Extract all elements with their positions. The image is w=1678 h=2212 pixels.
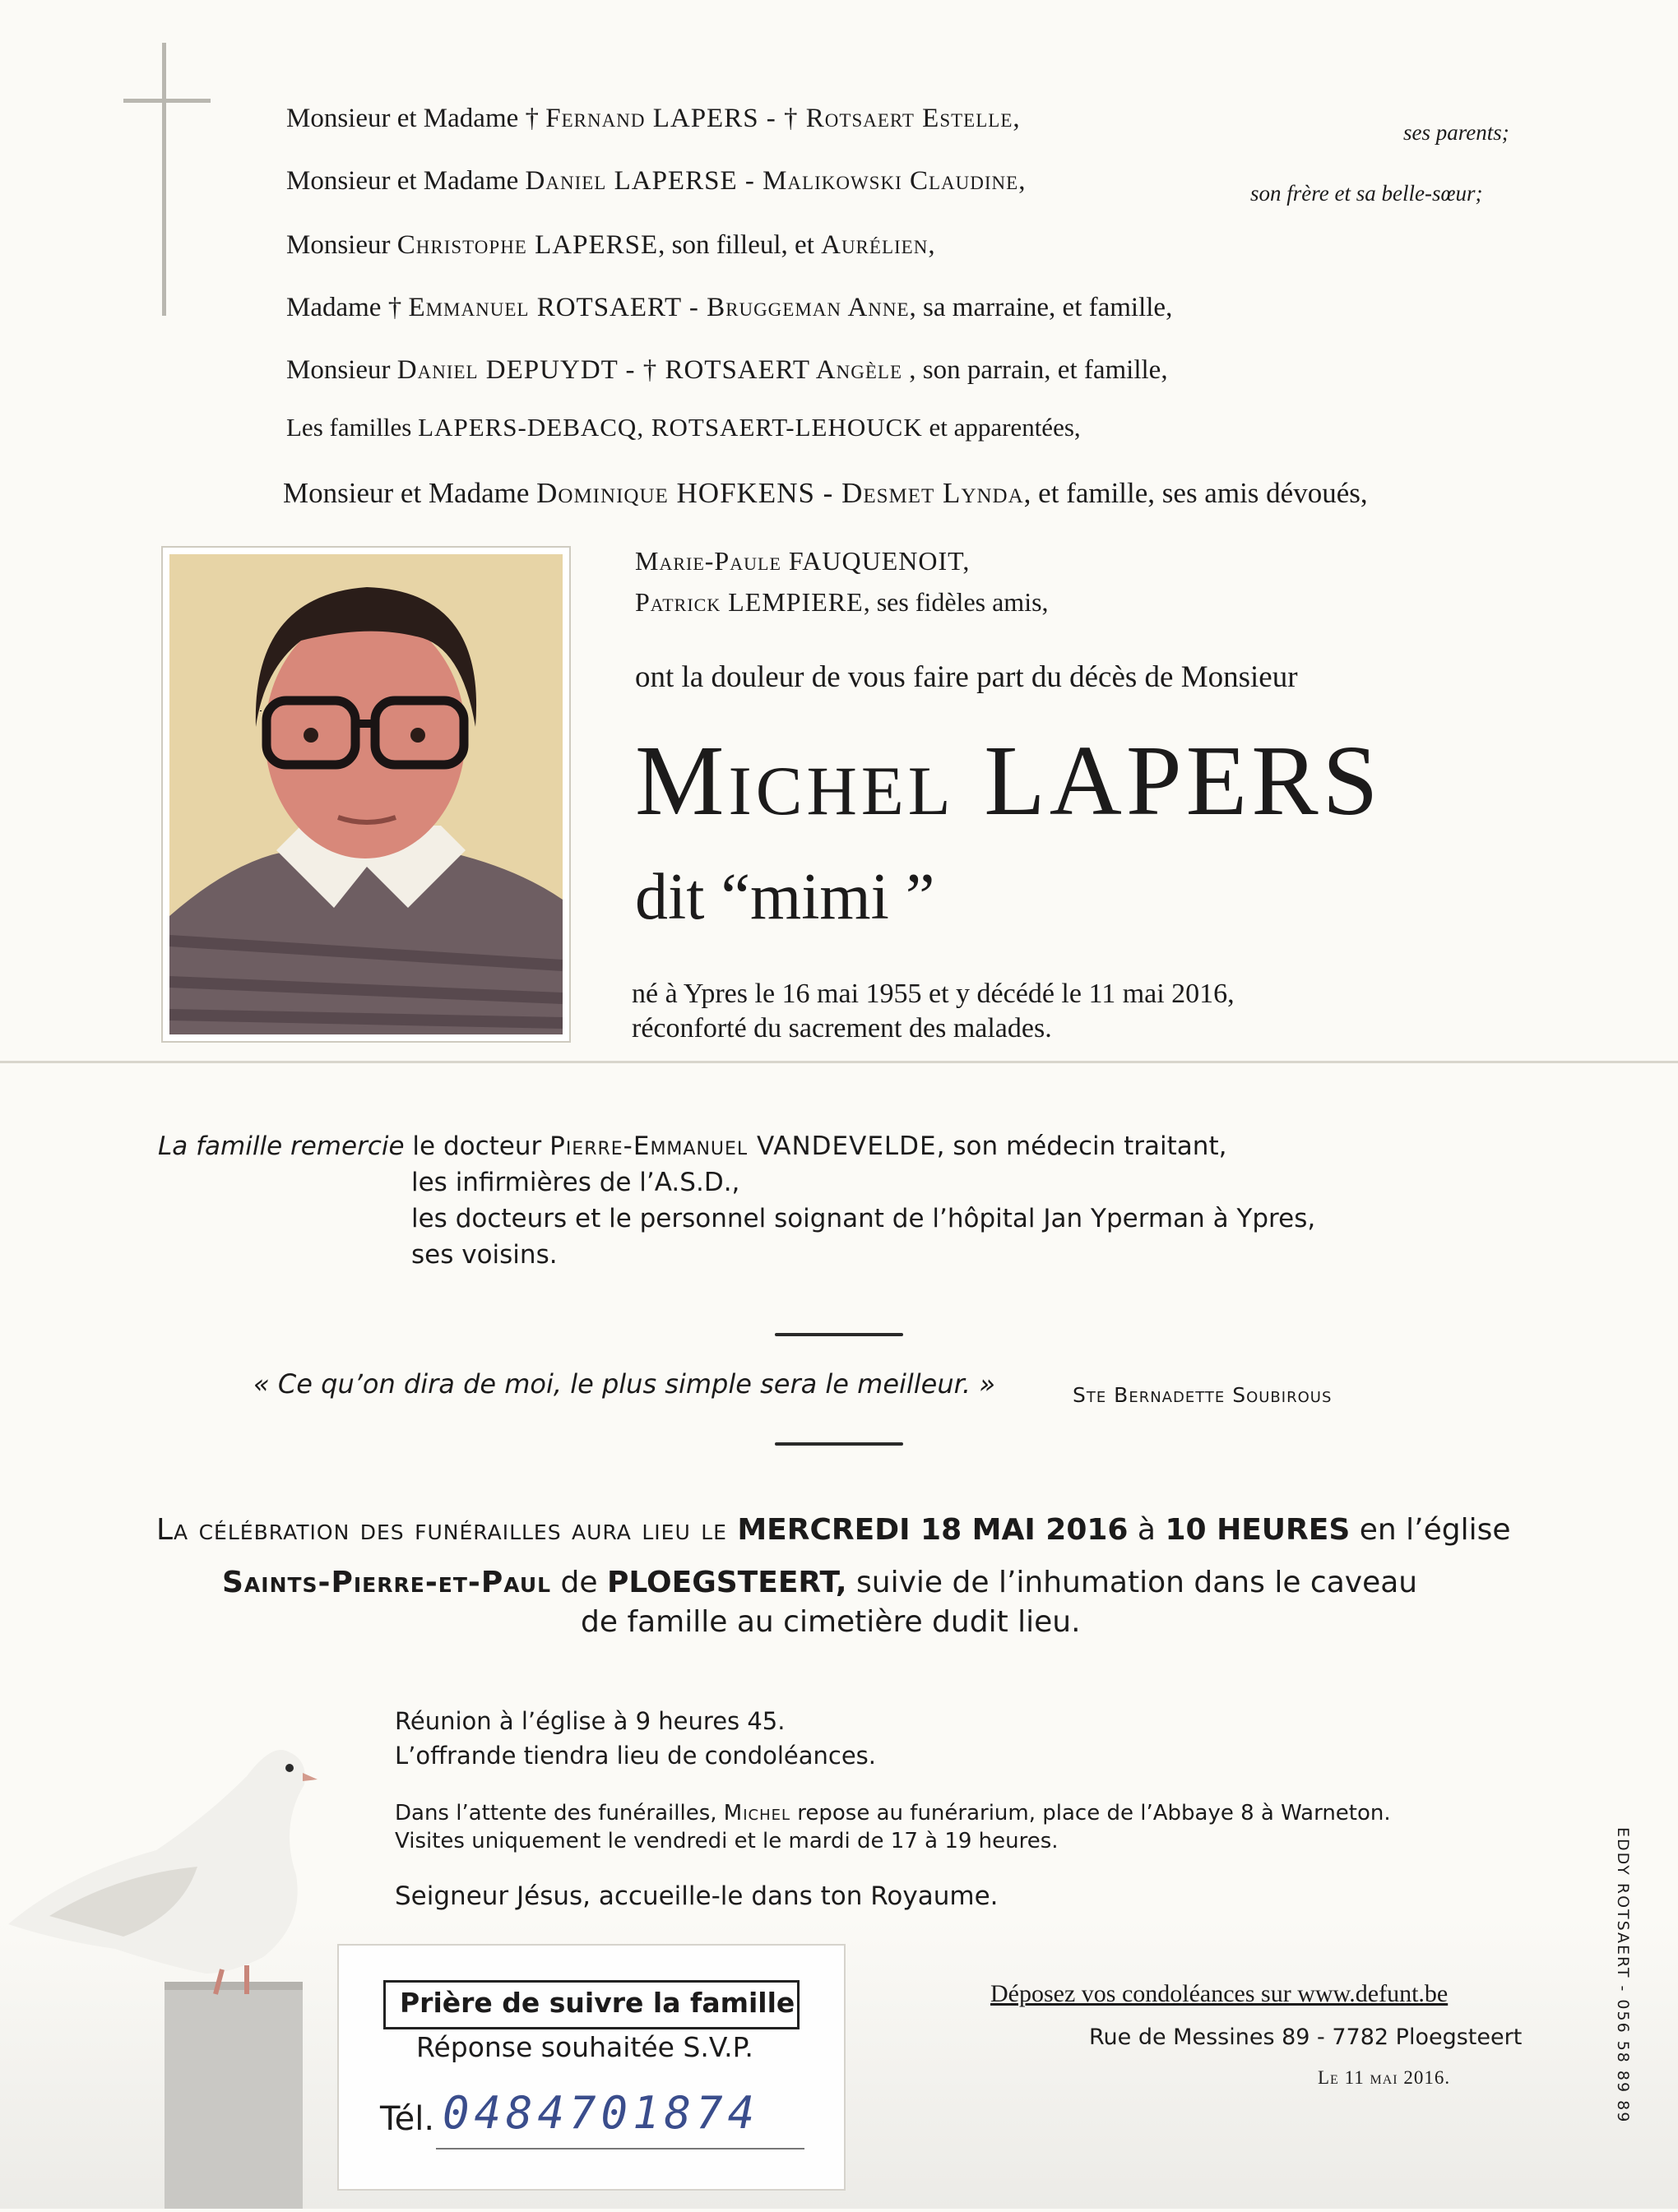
reply-label: Réponse souhaitée S.V.P. bbox=[416, 2031, 753, 2063]
vertical-credit: EDDY ROTSAERT - 056 58 89 89 bbox=[1614, 1827, 1632, 2124]
funeral-home-address: Rue de Messines 89 - 7782 Ploegsteert bbox=[1089, 2025, 1523, 2050]
sacrament-line: réconforté du sacrement des malades. bbox=[632, 1013, 1052, 1044]
ornament-divider bbox=[775, 1442, 903, 1446]
visits-info: Visites uniquement le vendredi et le mardi de 17 à 19 heures. bbox=[395, 1829, 1059, 1853]
family-line-families: Les familles LAPERS-DEBACQ, ROTSAERT-LEHOUCK et apparentées, bbox=[286, 413, 1081, 442]
deceased-name: Michel LAPERS bbox=[635, 725, 1383, 836]
role-brother: son frère et sa belle-sœur; bbox=[1250, 181, 1483, 206]
friend-fauquenoit: Marie-Paule FAUQUENOIT, bbox=[635, 546, 971, 576]
family-line-godson: Monsieur Christophe LAPERSE, son filleul, et Aurélien, bbox=[286, 230, 935, 260]
quote-text: « Ce qu’on dira de moi, le plus simple sera le meilleur. » bbox=[253, 1368, 995, 1400]
ornament-divider bbox=[775, 1333, 903, 1336]
follow-family-label: Prière de suivre la famille bbox=[400, 1987, 795, 2019]
family-line-godfather: Monsieur Daniel DEPUYDT - † ROTSAERT Angèle , son parrain, et famille, bbox=[286, 355, 1168, 385]
deceased-nickname: dit “mimi ” bbox=[635, 861, 935, 933]
quote-author: Ste Bernadette Soubirous bbox=[1073, 1383, 1333, 1407]
announcement-text: ont la douleur de vous faire part du décès de Monsieur bbox=[635, 660, 1298, 694]
friend-lempiere: Patrick LEMPIERE, ses fidèles amis, bbox=[635, 587, 1049, 617]
meeting-info: Réunion à l’église à 9 heures 45. bbox=[395, 1707, 786, 1735]
birth-death-line: né à Ypres le 16 mai 1955 et y décédé le 11 mai 2016, bbox=[632, 979, 1235, 1009]
reply-card bbox=[337, 1944, 846, 2191]
handwritten-phone-number: 0484701874 bbox=[443, 2087, 760, 2139]
condolences-link[interactable]: Déposez vos condoléances sur www.defunt.be bbox=[990, 1980, 1449, 2007]
tel-label: Tél. bbox=[380, 2100, 435, 2138]
family-line-brother: Monsieur et Madame Daniel LAPERSE - Malikowski Claudine, bbox=[286, 166, 1027, 196]
fold-line bbox=[0, 1061, 1678, 1063]
offering-info: L’offrande tiendra lieu de condoléances. bbox=[395, 1742, 877, 1770]
phone-underline bbox=[436, 2148, 804, 2150]
funeral-line-1: La célébration des funérailles aura lieu le MERCREDI 18 MAI 2016 à 10 HEURES en l’église bbox=[156, 1513, 1511, 1547]
portrait-photo bbox=[161, 546, 571, 1043]
thanks-line-4: ses voisins. bbox=[411, 1240, 558, 1270]
notice-date: Le 11 mai 2016. bbox=[1318, 2067, 1451, 2088]
family-line-parents: Monsieur et Madame † Fernand LAPERS - † Rotsaert Estelle, bbox=[286, 104, 1021, 133]
role-parents: ses parents; bbox=[1403, 120, 1509, 145]
thanks-line-2: les infirmières de l’A.S.D., bbox=[411, 1168, 740, 1197]
funeral-line-3: de famille au cimetière dudit lieu. bbox=[581, 1605, 1081, 1639]
funeral-line-2: Saints-Pierre-et-Paul de PLOEGSTEERT, suivie de l’inhumation dans le caveau bbox=[222, 1566, 1418, 1599]
family-line-friends: Monsieur et Madame Dominique HOFKENS - Desmet Lynda, et famille, ses amis dévoués, bbox=[283, 477, 1368, 509]
thanks-line-1: La famille remercie le docteur Pierre-Emmanuel VANDEVELDE, son médecin traitant, bbox=[158, 1131, 1227, 1161]
rest-info: Dans l’attente des funérailles, Michel repose au funérarium, place de l’Abbaye 8 à Warneton. bbox=[395, 1801, 1391, 1826]
family-line-godmother: Madame † Emmanuel ROTSAERT - Bruggeman Anne, sa marraine, et famille, bbox=[286, 293, 1173, 322]
dove-image bbox=[0, 1727, 345, 2209]
thanks-line-3: les docteurs et le personnel soignant de l’hôpital Jan Yperman à Ypres, bbox=[411, 1204, 1316, 1233]
prayer-line: Seigneur Jésus, accueille-le dans ton Royaume. bbox=[395, 1881, 999, 1911]
